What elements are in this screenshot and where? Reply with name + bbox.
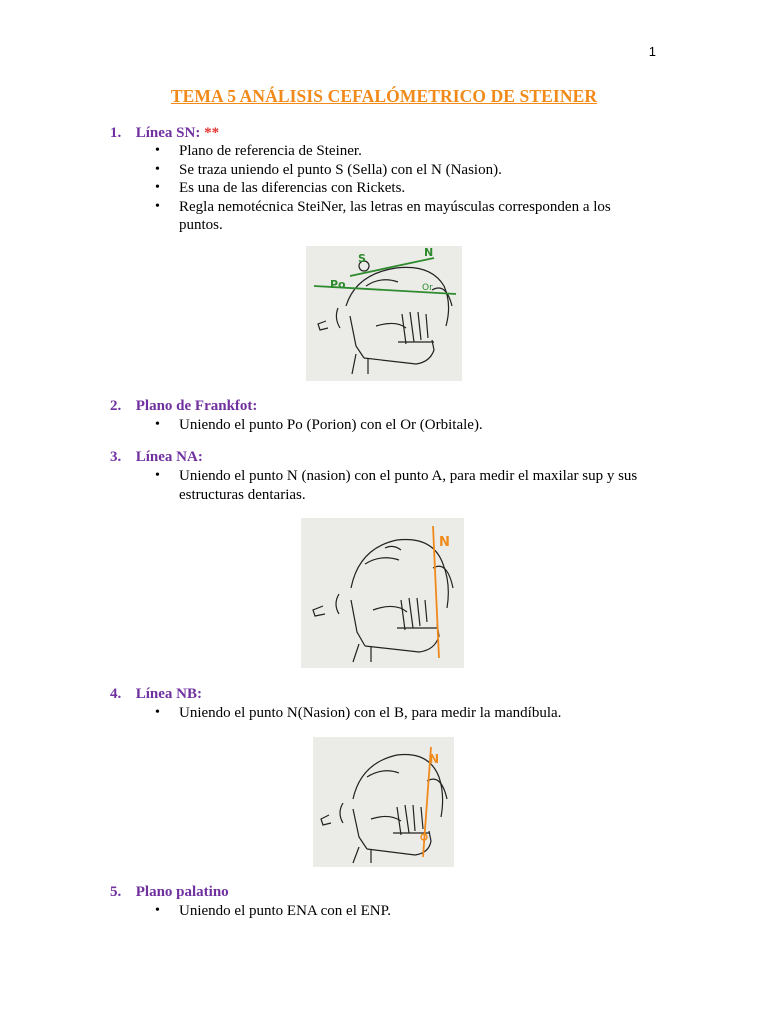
figure-label-n: N	[429, 752, 440, 766]
list-item: • Regla nemotécnica SteiNer, las letras en mayúsculas corresponden a los puntos.	[155, 198, 655, 235]
section-heading-plano-frankfot	[110, 398, 257, 415]
figure-linea-sn	[306, 246, 462, 381]
bullet-list-plano-frankfot	[155, 416, 655, 435]
list-item: • Uniendo el punto N (nasion) con el punto A, para medir el maxilar sup y sus estructuras dentarias.	[155, 467, 655, 504]
section-heading-linea-na	[110, 449, 203, 466]
list-item: • Uniendo el punto Po (Porion) con el Or (Orbitale).	[155, 416, 655, 435]
section-heading-linea-nb	[110, 686, 202, 703]
section-number: 1.	[110, 125, 122, 141]
list-item: • Plano de referencia de Steiner.	[155, 142, 655, 161]
figure-label-po: Po	[330, 278, 346, 291]
section-number: 3.	[110, 449, 122, 465]
figure-label-or: Or	[422, 283, 433, 293]
bullet-list-linea-na	[155, 467, 655, 504]
list-item: • Se traza uniendo el punto S (Sella) con el N (Nasion).	[155, 161, 655, 180]
section-number: 2.	[110, 398, 122, 414]
document-title: TEMA 5 ANÁLISIS CEFALÓMETRICO DE STEINER	[170, 86, 598, 106]
section-title: Plano palatino	[135, 884, 229, 900]
section-title: Línea NB:	[135, 686, 203, 702]
list-item: • Uniendo el punto N(Nasion) con el B, para medir la mandíbula.	[155, 704, 655, 723]
section-heading-linea-sn	[110, 125, 219, 142]
section-number: 5.	[110, 884, 122, 900]
page-number: 1	[648, 44, 656, 59]
figure-linea-nb	[313, 737, 454, 867]
section-title: Plano de Frankfot:	[135, 398, 258, 414]
figure-label-n: N	[424, 246, 434, 259]
section-number: 4.	[110, 686, 122, 702]
figure-label-s: S	[358, 252, 366, 265]
section-title: Línea SN:	[135, 125, 201, 141]
figure-label-n: N	[439, 535, 450, 550]
list-item: • Uniendo el punto ENA con el ENP.	[155, 902, 655, 921]
list-item: • Es una de las diferencias con Rickets.	[155, 179, 655, 198]
figure-linea-na	[301, 518, 464, 668]
section-heading-plano-palatino	[110, 884, 229, 901]
bullet-list-linea-nb	[155, 704, 655, 723]
bullet-list-plano-palatino	[155, 902, 655, 921]
section-title: Línea NA:	[135, 449, 203, 465]
bullet-list-linea-sn	[155, 142, 655, 235]
importance-stars: **	[204, 125, 220, 141]
